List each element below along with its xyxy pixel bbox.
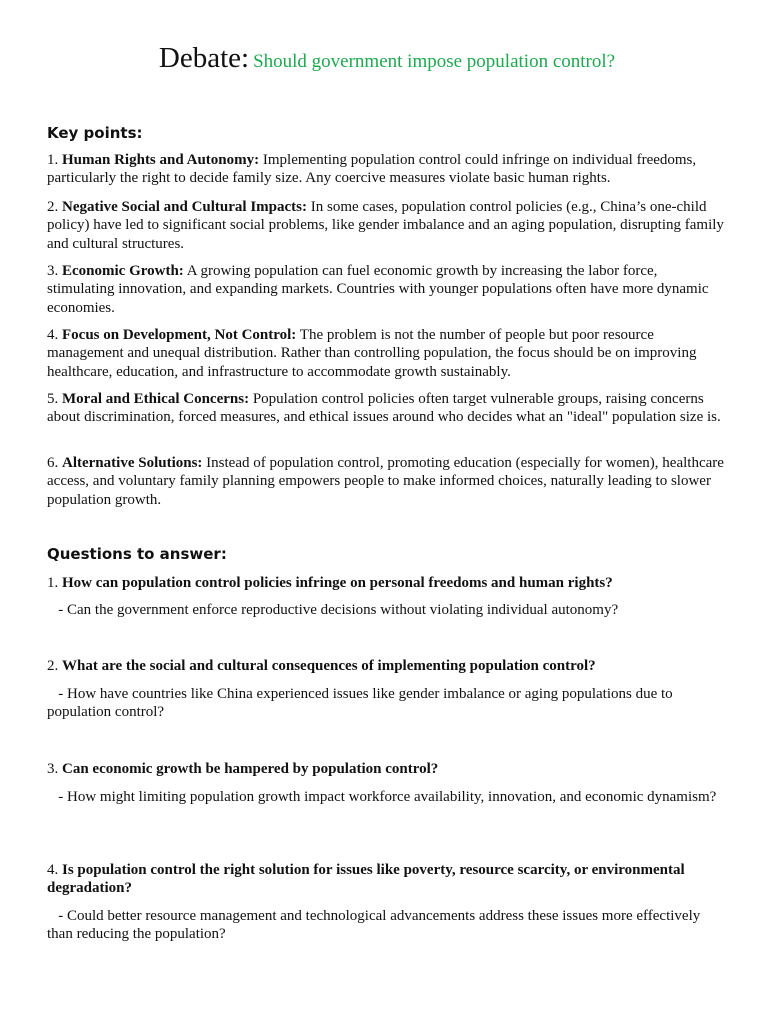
question-item (47, 760, 727, 778)
question-number: 4. (47, 862, 59, 878)
key-point-item (47, 390, 727, 427)
key-point-item (47, 326, 727, 381)
key-point-label: Alternative Solutions: (62, 455, 203, 471)
question-text: What are the social and cultural consequences of implementing population control? (62, 658, 596, 674)
question-sub (47, 788, 727, 806)
question-sub-text: - How have countries like China experienced issues like gender imbalance or aging populations due to population control? (47, 686, 673, 721)
key-point-number: 2. (47, 199, 59, 215)
key-point-number: 6. (47, 455, 59, 471)
key-point-label: Negative Social and Cultural Impacts: (62, 199, 307, 215)
question-number: 1. (47, 575, 59, 591)
key-point-text: Population control policies often target vulnerable groups, raising concerns about discrimination, forced measures, and ethical issues around who decides what an "ideal" population size is. (47, 391, 721, 426)
key-point-item (47, 198, 727, 253)
key-point-number: 1. (47, 152, 59, 168)
key-point-text: A growing population can fuel economic growth by increasing the labor force, stimulating innovation, and expanding markets. Countries with younger populations often have more dynamic economies. (47, 263, 709, 316)
question-sub (47, 601, 727, 619)
page-title (47, 42, 727, 75)
key-point-item (47, 151, 727, 188)
key-point-item (47, 454, 727, 509)
questions-heading: Questions to answer: (47, 545, 227, 563)
key-point-label: Focus on Development, Not Control: (62, 327, 297, 343)
question-sub-text: - How might limiting population growth impact workforce availability, innovation, and economic dynamism? (58, 789, 717, 805)
question-item (47, 657, 727, 675)
question-text: Is population control the right solution for issues like poverty, resource scarcity, or environmental degradation? (47, 862, 685, 897)
title-prefix: Debate: (158, 42, 250, 74)
key-point-number: 4. (47, 327, 59, 343)
question-item (47, 574, 727, 592)
title-question: Should government impose population control? (253, 51, 616, 72)
question-sub-text: - Could better resource management and technological advancements address these issues more effectively than reducing the population? (47, 908, 701, 943)
key-point-label: Moral and Ethical Concerns: (62, 391, 250, 407)
question-number: 3. (47, 761, 59, 777)
key-point-label: Human Rights and Autonomy: (62, 152, 260, 168)
key-point-text: The problem is not the number of people but poor resource management and unequal distribution. Rather than controlling population, the focus should be on improving healthcare, education, and infrastructure to accommodate growth sustainably. (47, 327, 697, 380)
question-item (47, 861, 727, 898)
key-point-text: In some cases, population control policies (e.g., China’s one-child policy) have led to significant social problems, like gender imbalance and an aging population, disrupting family and cultural structures. (47, 199, 724, 252)
key-point-number: 3. (47, 263, 59, 279)
key-point-label: Economic Growth: (62, 263, 184, 279)
key-point-text: Instead of population control, promoting education (especially for women), healthcare access, and voluntary family planning empowers people to make informed choices, naturally leading to slower population growth. (47, 455, 724, 508)
key-point-item (47, 262, 727, 317)
question-sub-text: - Can the government enforce reproductive decisions without violating individual autonomy? (58, 602, 619, 618)
question-text: Can economic growth be hampered by population control? (62, 761, 439, 777)
key-point-text: Implementing population control could infringe on individual freedoms, particularly the right to decide family size. Any coercive measures violate basic human rights. (47, 152, 697, 187)
key-point-number: 5. (47, 391, 59, 407)
question-text: How can population control policies infringe on personal freedoms and human rights? (62, 575, 613, 591)
question-sub (47, 907, 727, 944)
question-sub (47, 685, 727, 722)
question-number: 2. (47, 658, 59, 674)
key-points-heading: Key points: (47, 124, 143, 142)
